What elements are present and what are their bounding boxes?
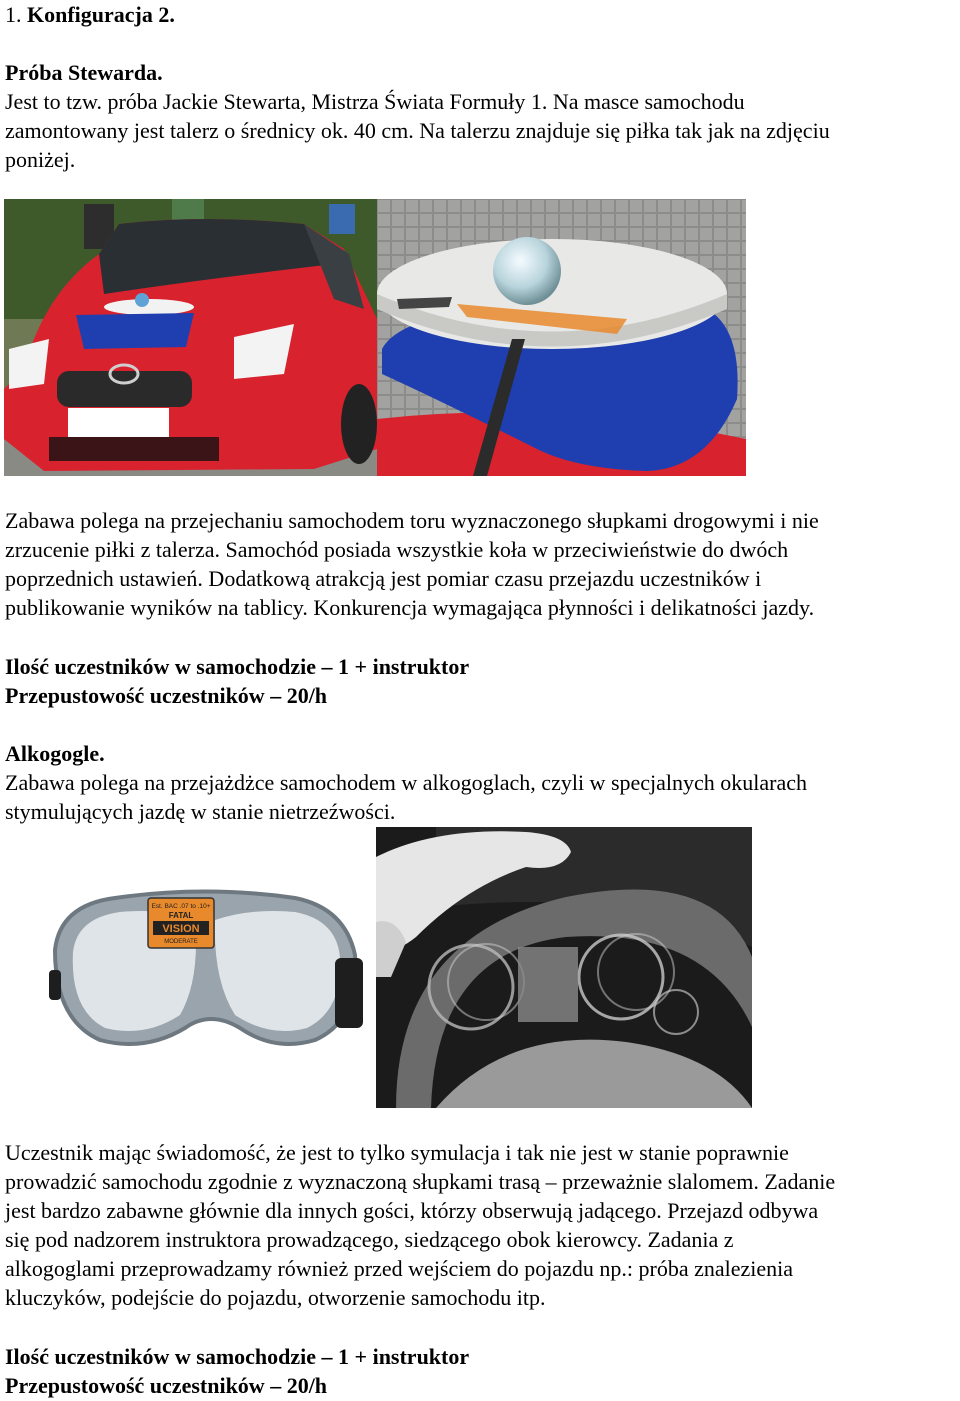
goggles-label-top: Est. BAC .07 to .10+ xyxy=(151,903,211,910)
intro-line: poniżej. xyxy=(5,147,76,172)
body-line: jest bardzo zabawne głównie dla innych gości, którzy obserwują jadącego. Przejazd odbywa xyxy=(5,1198,819,1223)
intro-line: zamontowany jest talerz o średnicy ok. 40 cm. Na talerzu znajduje się piłka tak jak na zdjęciu xyxy=(5,118,830,143)
intro-line: Jest to tzw. próba Jackie Stewarta, Mistrza Świata Formuły 1. Na masce samochodu xyxy=(5,89,745,114)
body-line: zrzucenie piłki z talerza. Samochód posiada wszystkie koła w przeciwieństwie do dwóch xyxy=(5,537,789,562)
intro-line: stymulujących jazdę w stanie nietrzeźwości. xyxy=(5,799,396,824)
page-heading xyxy=(5,0,175,29)
dashboard-photo xyxy=(376,827,752,1108)
stat-participants: Ilość uczestników w samochodzie – 1 + instruktor xyxy=(5,1344,470,1369)
car-photo xyxy=(4,199,377,476)
body-line: poprzednich ustawień. Dodatkową atrakcją jest pomiar czasu przejazdu uczestników i xyxy=(5,566,762,591)
body-line: prowadzić samochodu zgodnie z wyznaczoną słupkami trasą – przeważnie slalomem. Zadanie xyxy=(5,1169,836,1194)
intro-line: Zabawa polega na przejażdżce samochodem w alkogoglach, czyli w specjalnych okularach xyxy=(5,770,808,795)
goggles-photo xyxy=(45,880,367,1058)
stat-participants: Ilość uczestników w samochodzie – 1 + instruktor xyxy=(5,654,470,679)
body-line: kluczyków, podejście do pojazdu, otworzenie samochodu itp. xyxy=(5,1285,546,1310)
heading-title: Konfiguracja 2. xyxy=(27,2,175,27)
goggles-brand: VISION xyxy=(162,923,200,935)
plate-ball-photo xyxy=(377,199,746,476)
heading-number: 1. xyxy=(5,2,22,27)
body-line: Zabawa polega na przejechaniu samochodem toru wyznaczonego słupkami drogowymi i nie xyxy=(5,508,819,533)
section-title-alkogogle: Alkogogle. xyxy=(5,741,105,766)
stat-throughput: Przepustowość uczestników – 20/h xyxy=(5,683,328,708)
body-line: Uczestnik mając świadomość, że jest to tylko symulacja i tak nie jest w stanie poprawnie xyxy=(5,1140,789,1165)
stat-throughput: Przepustowość uczestników – 20/h xyxy=(5,1373,328,1398)
section-title-steward: Próba Stewarda. xyxy=(5,60,163,85)
body-line: się pod nadzorem instruktora prowadzącego, siedzącego obok kierowcy. Zadania z xyxy=(5,1227,734,1252)
goggles-level: MODERATE xyxy=(164,939,198,945)
body-line: publikowanie wyników na tablicy. Konkurencja wymagająca płynności i delikatności jazdy. xyxy=(5,595,815,620)
body-line: alkogoglami przeprowadzamy również przed wejściem do pojazdu np.: próba znalezienia xyxy=(5,1256,794,1281)
goggles-brand-top: FATAL xyxy=(168,911,194,920)
